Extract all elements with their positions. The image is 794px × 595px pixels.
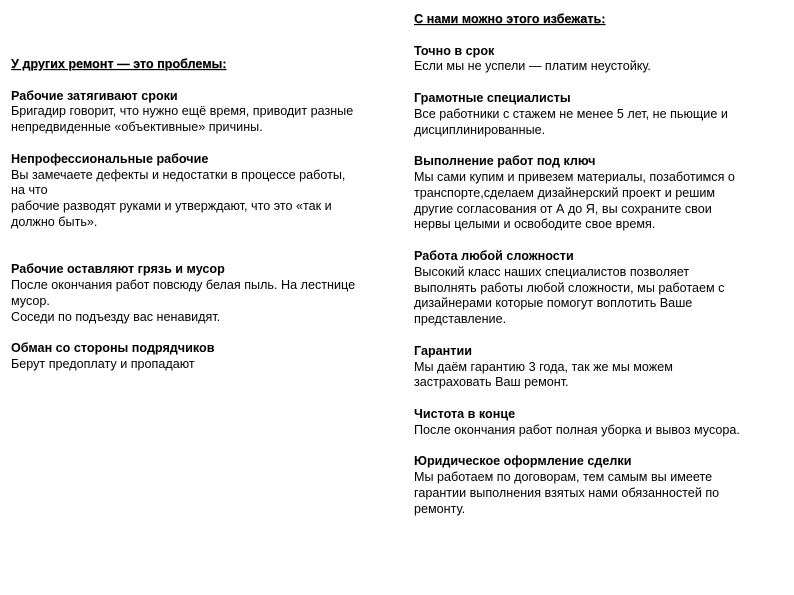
problem-text-line: Бригадир говорит, что нужно ещё время, приводит разные <box>11 104 354 119</box>
benefits-heading: С нами можно этого избежать: <box>414 12 606 26</box>
benefit-text-line: застраховать Ваш ремонт. <box>414 375 569 390</box>
benefit-section <box>414 407 786 439</box>
benefit-text-line: Мы даём гарантию 3 года, так же мы можем <box>414 359 673 374</box>
benefit-section <box>414 344 786 391</box>
problem-title: Обман со стороны подрядчиков <box>11 341 215 356</box>
problem-text-line: непредвиденные «объективные» причины. <box>11 120 263 135</box>
problem-section <box>11 152 403 231</box>
problem-title: Рабочие оставляют грязь и мусор <box>11 262 225 277</box>
problem-text-line: рабочие разводят руками и утверждают, что это «так и <box>11 199 332 214</box>
benefit-text-line: дисциплинированные. <box>414 122 546 137</box>
benefit-text-line: Если мы не успели — платим неустойку. <box>414 59 651 74</box>
benefit-title: Чистота в конце <box>414 406 516 421</box>
problem-text-line: на что <box>11 183 48 198</box>
benefit-title: Выполнение работ под ключ <box>414 154 596 169</box>
problems-column <box>11 0 403 373</box>
benefit-title: Точно в срок <box>414 43 495 58</box>
problem-section <box>11 262 403 325</box>
problem-section <box>11 89 403 136</box>
benefits-column <box>414 0 786 518</box>
problem-text-line: мусор. <box>11 293 50 308</box>
benefit-section <box>414 154 786 233</box>
benefit-title: Работа любой сложности <box>414 248 574 263</box>
problem-text-line: Берут предоплату и пропадают <box>11 357 195 372</box>
benefit-text-line: представление. <box>414 312 507 327</box>
problem-title: Рабочие затягивают сроки <box>11 88 178 103</box>
benefit-text-line: Мы сами купим и привезем материалы, позаботимся о <box>414 169 735 184</box>
benefit-text-line: Высокий класс наших специалистов позволяет <box>414 264 690 279</box>
benefit-title: Юридическое оформление сделки <box>414 454 632 469</box>
problem-text-line: должно быть». <box>11 214 98 229</box>
benefit-text-line: Все работники с стажем не менее 5 лет, не пьющие и <box>414 106 728 121</box>
benefit-section <box>414 249 786 328</box>
benefit-text-line: нервы целыми и освободите свое время. <box>414 217 656 232</box>
problem-text-line: Вы замечаете дефекты и недостатки в процессе работы, <box>11 167 346 182</box>
problem-section <box>11 341 403 373</box>
benefit-text-line: другие согласования от А до Я, вы сохраните свои <box>414 201 712 216</box>
benefit-text-line: ремонту. <box>414 501 466 516</box>
benefit-section <box>414 91 786 138</box>
problems-heading: У других ремонт — это проблемы: <box>11 57 227 71</box>
problem-text-line: После окончания работ повсюду белая пыль. На лестнице <box>11 278 356 293</box>
problem-text-line: Соседи по подъезду вас ненавидят. <box>11 309 221 324</box>
benefit-title: Грамотные специалисты <box>414 90 571 105</box>
problem-title: Непрофессиональные рабочие <box>11 151 209 166</box>
benefit-text-line: транспорте,сделаем дизайнерский проект и решим <box>414 185 716 200</box>
benefit-text-line: выполнять работы любой сложности, мы работаем с <box>414 280 725 295</box>
benefit-section <box>414 44 786 76</box>
benefit-text-line: Мы работаем по договорам, тем самым вы имеете <box>414 470 713 485</box>
benefit-text-line: гарантии выполнения взятых нами обязанностей по <box>414 485 720 500</box>
benefit-section <box>414 454 786 517</box>
benefit-title: Гарантии <box>414 343 472 358</box>
benefit-text-line: дизайнерами которые помогут воплотить Ваше <box>414 296 693 311</box>
benefit-text-line: После окончания работ полная уборка и вывоз мусора. <box>414 422 740 437</box>
